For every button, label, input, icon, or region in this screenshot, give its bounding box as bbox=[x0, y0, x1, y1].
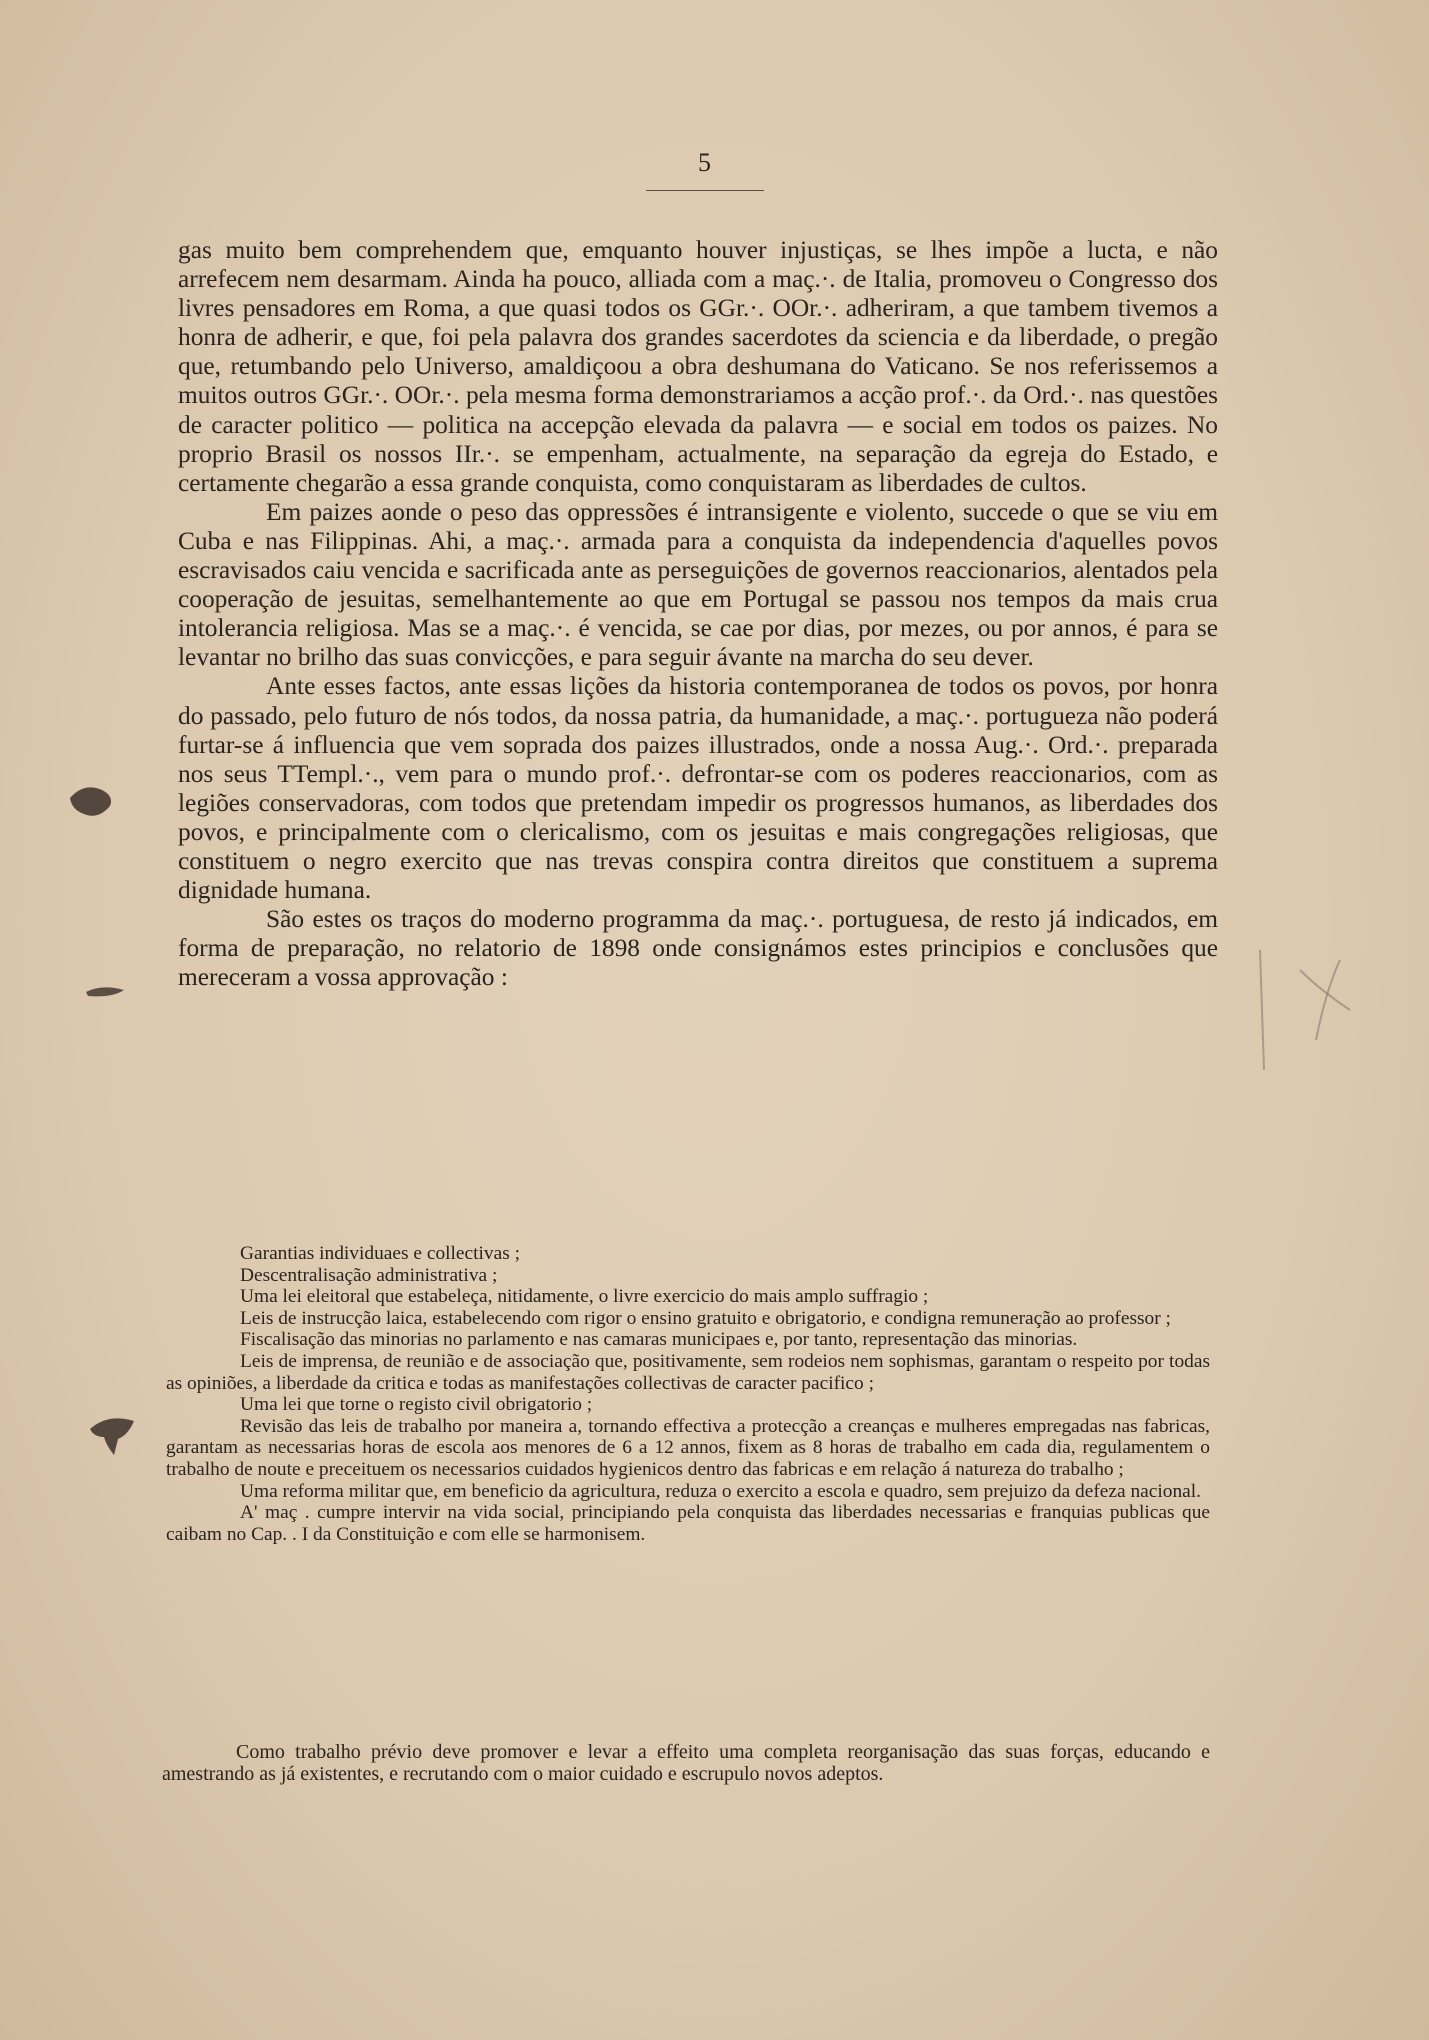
header-rule bbox=[646, 190, 764, 191]
list-item: Garantias individuaes e collectivas ; bbox=[240, 1243, 520, 1264]
stain-mark-icon bbox=[82, 980, 128, 1004]
list-item: Leis de imprensa, de reunião e de associação que, positivamente, sem rodeios nem sophismas, garantam o respeito por todas as opiniões, a liberdade da critica e todas as manifestações collectivas de caracter pacifico ; bbox=[166, 1350, 1210, 1394]
list-item: Uma lei que torne o registo civil obrigatorio ; bbox=[240, 1394, 593, 1416]
main-text bbox=[178, 236, 1218, 992]
paragraph: São estes os traços do moderno programma da maç.·. portuguesa, de resto já indicados, em forma de preparação, no relatorio de 1898 onde consignámos estes principios e conclusões que mereceram a vossa approvação : bbox=[178, 905, 1218, 992]
closing-text bbox=[162, 1741, 1210, 1785]
closing-paragraph: Como trabalho prévio deve promover e levar a effeito uma completa reorganisação das suas forças, educando e amestrando as já existentes, e recrutando com o maior cuidado e escrupulo novos adeptos. bbox=[162, 1741, 1210, 1786]
list-item: Revisão das leis de trabalho por maneira a, tornando effectiva a protecção a creanças e mulheres empregadas nas fabricas, garantam as necessarias horas de escola aos menores de 6 a 12 annos, fixem as 8 horas de trabalho em cada dia, regulamentem o trabalho de noute e preceituem os necessarios cuidados hygienicos dentro das fabricas e em relação á natureza do trabalho ; bbox=[166, 1415, 1210, 1480]
list-item: A' maç . cumpre intervir na vida social, principiando pela conquista das liberdades necessarias e franquias publicas que caibam no Cap. . I da Constituição e com elle se harmonisem. bbox=[166, 1502, 1210, 1545]
page-number: 5 bbox=[698, 148, 712, 177]
paragraph: Em paizes aonde o peso das oppressões é intransigente e violento, succede o que se viu em Cuba e nas Filippinas. Ahi, a maç.·. armada para a conquista da independencia d'aquelles povos escravisados caiu vencida e sacrificada ante as perseguições de governos reaccionarios, alentados pela cooperação de jesuitas, semelhantemente ao que em Portugal se passou nos tempos da mais crua intolerancia religiosa. Mas se a maç.·. é vencida, se cae por dias, por mezes, ou por annos, é para se levantar no brilho das suas convicções, e para seguir ávante na marcha do seu dever. bbox=[178, 497, 1218, 672]
principles-list bbox=[166, 1243, 1210, 1545]
list-item: Leis de instrucção laica, estabelecendo com rigor o ensino gratuito e obrigatorio, e condigna remuneração ao professor ; bbox=[240, 1307, 1171, 1329]
list-item: Descentralisação administrativa ; bbox=[240, 1264, 498, 1286]
list-item: Uma reforma militar que, em beneficio da agricultura, reduza o exercito a escola e quadro, sem prejuizo da defeza nacional. bbox=[240, 1480, 1201, 1502]
stain-mark-icon bbox=[84, 1405, 144, 1461]
paragraph: Ante esses factos, ante essas lições da historia contemporanea de todos os povos, por honra do passado, pelo futuro de nós todos, da nossa patria, da humanidade, a maç.·. portugueza não poderá furtar-se á influencia que vem soprada dos paizes illustrados, onde a nossa Aug.·. Ord.·. preparada nos seus TTempl.·., vem para o mundo prof.·. defrontar-se com os poderes reaccionarios, com as legiões conservadoras, com todos que pretendam impedir os progressos humanos, as liberdades dos povos, e principalmente com o clericalismo, com os jesuitas e mais congregações religiosas, que constituem o negro exercito que nas trevas conspira contra direitos que constituem a suprema dignidade humana. bbox=[178, 672, 1218, 905]
list-item: Uma lei eleitoral que estabeleça, nitidamente, o livre exercicio do mais amplo suffragio ; bbox=[240, 1286, 929, 1308]
list-item: Fiscalisação das minorias no parlamento e nas camaras municipaes e, por tanto, representação das minorias. bbox=[240, 1329, 1078, 1351]
stain-mark-icon bbox=[62, 776, 122, 826]
pencil-mark-icon bbox=[1250, 930, 1370, 1130]
paragraph: gas muito bem comprehendem que, emquanto houver injustiças, se lhes impõe a lucta, e não arrefecem nem desarmam. Ainda ha pouco, alliada com a maç.·. de Italia, promoveu o Congresso dos livres pensadores em Roma, a que quasi todos os GGr.·. OOr.·. adheriram, a que tambem tivemos a honra de adherir, e que, foi pela palavra dos grandes sacerdotes da sciencia e da liberdade, o pregão que, retumbando pelo Universo, amaldiçoou a obra deshumana do Vaticano. Se nos referissemos a muitos outros GGr.·. OOr.·. pela mesma forma demonstrariamos a acção prof.·. da Ord.·. nas questões de caracter politico — politica na accepção elevada da palavra — e social em todos os paizes. No proprio Brasil os nossos IIr.·. se empenham, actualmente, na separação da egreja do Estado, e certamente chegarão a essa grande conquista, como conquistaram as liberdades de cultos. bbox=[178, 236, 1218, 497]
